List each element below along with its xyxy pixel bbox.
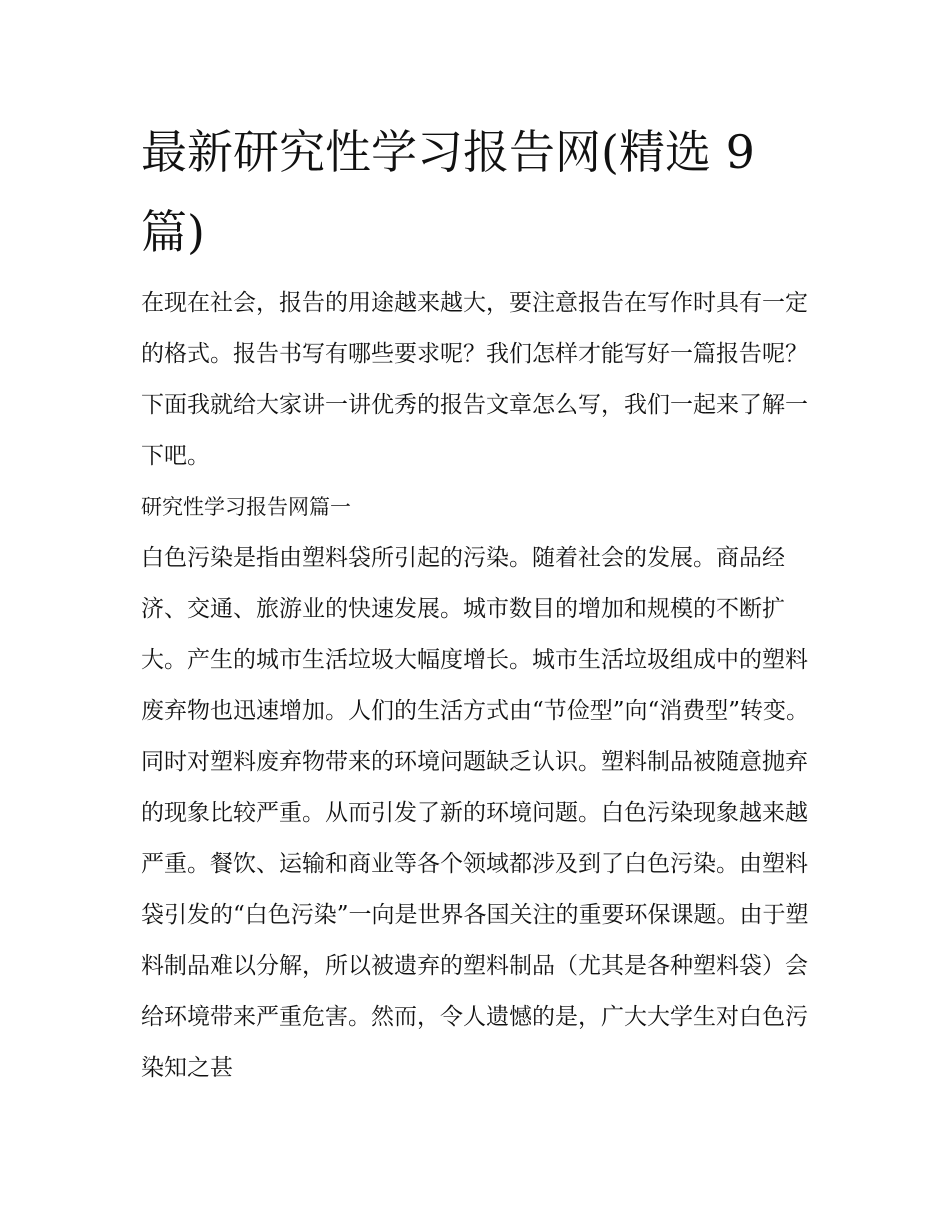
document-page bbox=[141, 112, 811, 1094]
body-paragraph: 白色污染是指由塑料袋所引起的污染。随着社会的发展。商品经济、交通、旅游业的快速发展。城市数目的增加和规模的不断扩大。产生的城市生活垃圾大幅度增长。城市生活垃圾组成中的塑料废弃物也迅速增加。人们的生活方式由“节俭型”向“消费型”转变。同时对塑料废弃物带来的环境问题缺乏认识。塑料制品被随意抛弃的现象比较严重。从而引发了新的环境问题。白色污染现象越来越严重。餐饮、运输和商业等各个领域都涉及到了白色污染。由塑料袋引发的“白色污染”一向是世界各国关注的重要环保课题。由于塑料制品难以分解，所以被遗弃的塑料制品（尤其是各种塑料袋）会给环境带来严重危害。然而，令人遗憾的是，广大大学生对白色污染知之甚 bbox=[141, 545, 810, 1081]
section-heading: 研究性学习报告网篇一 bbox=[141, 495, 351, 519]
document-title: 最新研究性学习报告网(精选 9 篇) bbox=[141, 125, 755, 259]
intro-paragraph: 在现在社会，报告的用途越来越大，要注意报告在写作时具有一定的格式。报告书写有哪些要求呢？我们怎样才能写好一篇报告呢？下面我就给大家讲一讲优秀的报告文章怎么写，我们一起来了解一下吧。 bbox=[141, 290, 808, 469]
